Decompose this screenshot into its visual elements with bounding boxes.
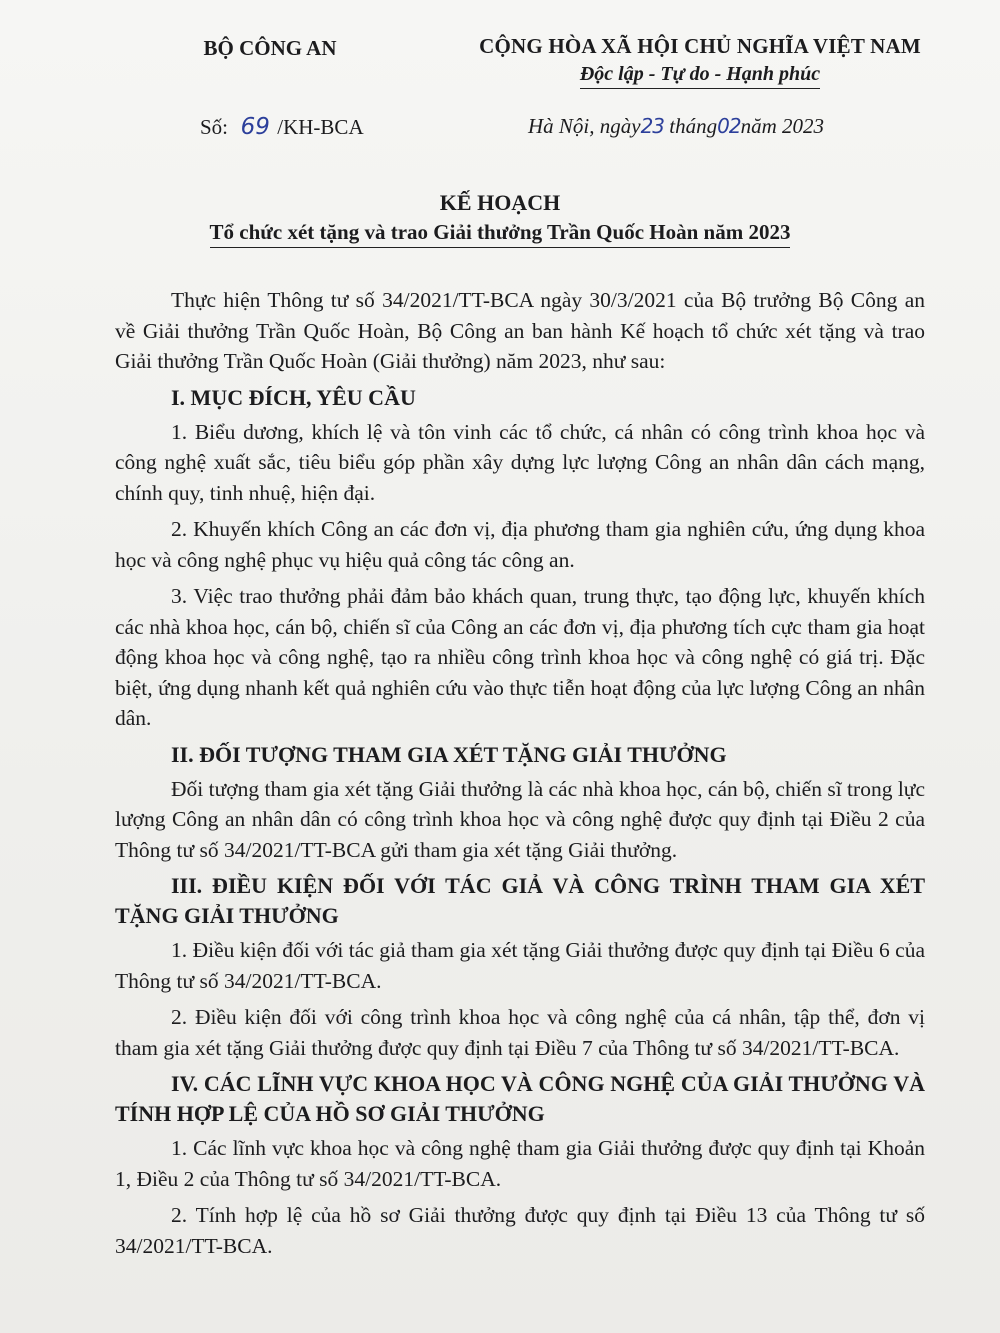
date-prefix: Hà Nội, ngày bbox=[528, 114, 641, 138]
number-prefix: Số: bbox=[200, 115, 229, 139]
document-number bbox=[200, 114, 364, 140]
month-label: tháng bbox=[669, 114, 718, 138]
document-title bbox=[0, 190, 1000, 248]
section-heading: IV. CÁC LĨNH VỰC KHOA HỌC VÀ CÔNG NGHỆ CỦA GIẢI THƯỞNG VÀ TÍNH HỢP LỆ CỦA HỒ SƠ GIẢI THƯỞNG bbox=[115, 1071, 925, 1126]
place-and-date bbox=[528, 114, 824, 139]
paragraph: 3. Việc trao thưởng phải đảm bảo khách quan, trung thực, tạo động lực, khuyến khích các nhà khoa học, cán bộ, chiến sĩ của Công an các đơn vị, địa phương tích cực tham gia hoạt động khoa học và công nghệ, tạo ra nhiều công trình khoa học và công nghệ có giá trị. Đặc biệt, ứng dụng nhanh kết quả nghiên cứu vào thực tiễn hoạt động của lực lượng Công an nhân dân. bbox=[115, 584, 925, 730]
section-heading: II. ĐỐI TƯỢNG THAM GIA XÉT TẶNG GIẢI THƯỞNG bbox=[171, 741, 727, 767]
national-header bbox=[455, 34, 945, 89]
handwritten-month: 02 bbox=[717, 114, 741, 138]
paragraph: 2. Điều kiện đối với công trình khoa học và công nghệ của cá nhân, tập thể, đơn vị tham gia xét tặng Giải thưởng được quy định tại Điều 7 của Thông tư số 34/2021/TT-BCA. bbox=[115, 1005, 925, 1060]
handwritten-number: 69 bbox=[240, 114, 270, 140]
paragraph: 1. Điều kiện đối với tác giả tham gia xét tặng Giải thưởng được quy định tại Điều 6 của Thông tư số 34/2021/TT-BCA. bbox=[115, 938, 925, 993]
paragraph: 1. Các lĩnh vực khoa học và công nghệ tham gia Giải thưởng được quy định tại Khoản 1, Điều 2 của Thông tư số 34/2021/TT-BCA. bbox=[115, 1136, 925, 1191]
republic-name: CỘNG HÒA XÃ HỘI CHỦ NGHĨA VIỆT NAM bbox=[479, 34, 921, 58]
paragraph: 2. Tính hợp lệ của hồ sơ Giải thưởng được quy định tại Điều 13 của Thông tư số 34/2021/TT-BCA. bbox=[115, 1203, 925, 1258]
handwritten-day: 23 bbox=[640, 114, 665, 138]
paragraph: 1. Biểu dương, khích lệ và tôn vinh các tổ chức, cá nhân có công trình khoa học và công nghệ xuất sắc, tiêu biểu góp phần xây dựng lực lượng Công an nhân dân cách mạng, chính quy, tinh nhuệ, hiện đại. bbox=[115, 419, 925, 505]
section-heading: I. MỤC ĐÍCH, YÊU CẦU bbox=[171, 384, 416, 410]
paragraph: Đối tượng tham gia xét tặng Giải thưởng là các nhà khoa học, cán bộ, chiến sĩ trong lực lượng Công an nhân dân có công trình khoa học và công nghệ được quy định tại Điều 2 của Thông tư số 34/2021/TT-BCA gửi tham gia xét tặng Giải thưởng. bbox=[115, 776, 925, 862]
title-main: KẾ HOẠCH bbox=[439, 190, 561, 215]
national-motto: Độc lập - Tự do - Hạnh phúc bbox=[580, 63, 820, 89]
paragraph: 2. Khuyến khích Công an các đơn vị, địa phương tham gia nghiên cứu, ứng dụng khoa học và công nghệ phục vụ hiệu quả công tác công an. bbox=[115, 517, 925, 572]
year-label: năm 2023 bbox=[740, 114, 824, 138]
intro-paragraph: Thực hiện Thông tư số 34/2021/TT-BCA ngày 30/3/2021 của Bộ trưởng Bộ Công an về Giải thưởng Trần Quốc Hoàn, Bộ Công an ban hành Kế hoạch tổ chức xét tặng và trao Giải thưởng Trần Quốc Hoàn (Giải thưởng) năm 2023, như sau: bbox=[115, 288, 925, 373]
document-body bbox=[115, 285, 925, 1267]
number-suffix: /KH-BCA bbox=[277, 115, 364, 139]
title-subtitle: Tổ chức xét tặng và trao Giải thưởng Trần Quốc Hoàn năm 2023 bbox=[210, 220, 791, 248]
issuing-agency: BỘ CÔNG AN bbox=[203, 36, 337, 60]
section-heading: III. ĐIỀU KIỆN ĐỐI VỚI TÁC GIẢ VÀ CÔNG TRÌNH THAM GIA XÉT TẶNG GIẢI THƯỞNG bbox=[115, 873, 925, 928]
